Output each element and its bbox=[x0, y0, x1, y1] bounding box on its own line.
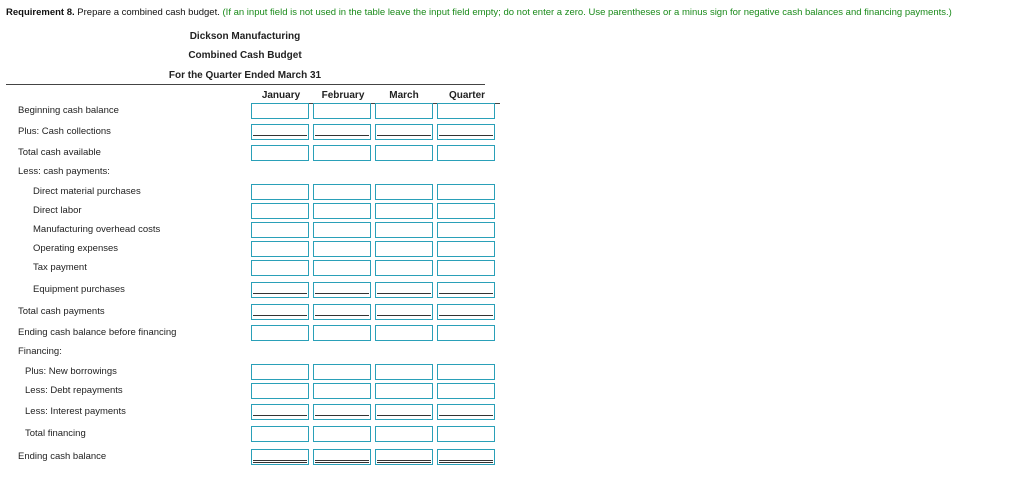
ending-cash-balance-before-financing-quarter-input[interactable] bbox=[437, 325, 495, 341]
column-header-january: January bbox=[261, 90, 301, 101]
total-rule bbox=[253, 415, 307, 416]
row-label-tax-payment: Tax payment bbox=[33, 262, 87, 273]
direct-material-purchases-january-input[interactable] bbox=[251, 184, 309, 200]
total-rule bbox=[253, 293, 307, 294]
less-interest-payments-march-input[interactable] bbox=[375, 404, 433, 420]
total-rule bbox=[439, 293, 493, 294]
ending-cash-balance-before-financing-march-input[interactable] bbox=[375, 325, 433, 341]
row-label-less-cash-payments: Less: cash payments: bbox=[18, 166, 110, 177]
total-financing-january-input[interactable] bbox=[251, 426, 309, 442]
total-cash-available-february-input[interactable] bbox=[313, 145, 371, 161]
total-cash-available-january-input[interactable] bbox=[251, 145, 309, 161]
row-label-plus-cash-collections: Plus: Cash collections bbox=[18, 126, 111, 137]
total-cash-payments-february-input[interactable] bbox=[313, 304, 371, 320]
header-rule bbox=[6, 84, 485, 85]
less-debt-repayments-january-input[interactable] bbox=[251, 383, 309, 399]
total-rule bbox=[315, 462, 369, 463]
total-rule bbox=[439, 462, 493, 463]
total-rule bbox=[377, 462, 431, 463]
total-rule bbox=[253, 462, 307, 463]
company-name: Dickson Manufacturing bbox=[189, 31, 301, 42]
operating-expenses-february-input[interactable] bbox=[313, 241, 371, 257]
beginning-cash-balance-march-input[interactable] bbox=[375, 103, 433, 119]
row-label-total-cash-payments: Total cash payments bbox=[18, 306, 105, 317]
report-title: Combined Cash Budget bbox=[188, 50, 302, 61]
total-rule bbox=[377, 460, 431, 461]
total-financing-february-input[interactable] bbox=[313, 426, 371, 442]
plus-new-borrowings-february-input[interactable] bbox=[313, 364, 371, 380]
column-header-february: February bbox=[321, 90, 365, 101]
direct-labor-january-input[interactable] bbox=[251, 203, 309, 219]
requirement-label: Requirement 8. bbox=[6, 7, 75, 18]
total-rule bbox=[377, 135, 431, 136]
ending-cash-balance-before-financing-february-input[interactable] bbox=[313, 325, 371, 341]
plus-new-borrowings-quarter-input[interactable] bbox=[437, 364, 495, 380]
row-label-beginning-cash-balance: Beginning cash balance bbox=[18, 105, 119, 116]
total-rule bbox=[439, 415, 493, 416]
total-financing-quarter-input[interactable] bbox=[437, 426, 495, 442]
plus-cash-collections-february-input[interactable] bbox=[313, 124, 371, 140]
less-debt-repayments-quarter-input[interactable] bbox=[437, 383, 495, 399]
operating-expenses-quarter-input[interactable] bbox=[437, 241, 495, 257]
tax-payment-january-input[interactable] bbox=[251, 260, 309, 276]
equipment-purchases-january-input[interactable] bbox=[251, 282, 309, 298]
beginning-cash-balance-quarter-input[interactable] bbox=[437, 103, 495, 119]
operating-expenses-march-input[interactable] bbox=[375, 241, 433, 257]
less-debt-repayments-march-input[interactable] bbox=[375, 383, 433, 399]
row-label-plus-new-borrowings: Plus: New borrowings bbox=[25, 366, 117, 377]
equipment-purchases-march-input[interactable] bbox=[375, 282, 433, 298]
total-rule bbox=[315, 415, 369, 416]
row-label-equipment-purchases: Equipment purchases bbox=[33, 284, 125, 295]
tax-payment-quarter-input[interactable] bbox=[437, 260, 495, 276]
row-label-direct-material-purchases: Direct material purchases bbox=[33, 186, 141, 197]
tax-payment-march-input[interactable] bbox=[375, 260, 433, 276]
manufacturing-overhead-costs-march-input[interactable] bbox=[375, 222, 433, 238]
requirement-note: (If an input field is not used in the table leave the input field empty; do not enter a zero. Use parentheses or a minus sign for negative cash balances and financing payments.) bbox=[222, 7, 952, 18]
row-label-direct-labor: Direct labor bbox=[33, 205, 82, 216]
total-rule bbox=[439, 460, 493, 461]
operating-expenses-january-input[interactable] bbox=[251, 241, 309, 257]
ending-cash-balance-before-financing-january-input[interactable] bbox=[251, 325, 309, 341]
less-interest-payments-february-input[interactable] bbox=[313, 404, 371, 420]
total-rule bbox=[315, 315, 369, 316]
total-financing-march-input[interactable] bbox=[375, 426, 433, 442]
direct-material-purchases-quarter-input[interactable] bbox=[437, 184, 495, 200]
total-rule bbox=[253, 315, 307, 316]
plus-new-borrowings-march-input[interactable] bbox=[375, 364, 433, 380]
row-label-operating-expenses: Operating expenses bbox=[33, 243, 119, 254]
direct-labor-march-input[interactable] bbox=[375, 203, 433, 219]
total-rule bbox=[439, 135, 493, 136]
row-label-manufacturing-overhead-costs: Manufacturing overhead costs bbox=[33, 224, 161, 235]
requirement-instruction bbox=[6, 7, 952, 18]
equipment-purchases-quarter-input[interactable] bbox=[437, 282, 495, 298]
direct-labor-february-input[interactable] bbox=[313, 203, 371, 219]
row-label-less-interest-payments: Less: Interest payments bbox=[25, 406, 126, 417]
direct-material-purchases-march-input[interactable] bbox=[375, 184, 433, 200]
plus-cash-collections-january-input[interactable] bbox=[251, 124, 309, 140]
plus-cash-collections-quarter-input[interactable] bbox=[437, 124, 495, 140]
requirement-text: Prepare a combined cash budget. bbox=[74, 7, 223, 18]
direct-labor-quarter-input[interactable] bbox=[437, 203, 495, 219]
report-period: For the Quarter Ended March 31 bbox=[168, 70, 322, 81]
row-label-ending-cash-balance-before-financing: Ending cash balance before financing bbox=[18, 327, 177, 338]
total-cash-payments-quarter-input[interactable] bbox=[437, 304, 495, 320]
total-rule bbox=[377, 293, 431, 294]
total-rule bbox=[253, 460, 307, 461]
less-interest-payments-january-input[interactable] bbox=[251, 404, 309, 420]
row-label-ending-cash-balance: Ending cash balance bbox=[18, 451, 107, 462]
total-rule bbox=[315, 460, 369, 461]
tax-payment-february-input[interactable] bbox=[313, 260, 371, 276]
beginning-cash-balance-january-input[interactable] bbox=[251, 103, 309, 119]
total-cash-available-march-input[interactable] bbox=[375, 145, 433, 161]
row-label-financing: Financing: bbox=[18, 346, 62, 357]
total-rule bbox=[377, 415, 431, 416]
total-rule bbox=[377, 315, 431, 316]
direct-material-purchases-february-input[interactable] bbox=[313, 184, 371, 200]
row-label-total-cash-available: Total cash available bbox=[18, 147, 101, 158]
less-interest-payments-quarter-input[interactable] bbox=[437, 404, 495, 420]
total-cash-payments-january-input[interactable] bbox=[251, 304, 309, 320]
equipment-purchases-february-input[interactable] bbox=[313, 282, 371, 298]
less-debt-repayments-february-input[interactable] bbox=[313, 383, 371, 399]
total-rule bbox=[439, 315, 493, 316]
plus-cash-collections-march-input[interactable] bbox=[375, 124, 433, 140]
row-label-total-financing: Total financing bbox=[25, 428, 86, 439]
row-label-less-debt-repayments: Less: Debt repayments bbox=[25, 385, 123, 396]
beginning-cash-balance-february-input[interactable] bbox=[313, 103, 371, 119]
manufacturing-overhead-costs-february-input[interactable] bbox=[313, 222, 371, 238]
plus-new-borrowings-january-input[interactable] bbox=[251, 364, 309, 380]
total-rule bbox=[315, 293, 369, 294]
column-header-quarter: Quarter bbox=[448, 90, 486, 101]
total-cash-available-quarter-input[interactable] bbox=[437, 145, 495, 161]
total-rule bbox=[315, 135, 369, 136]
total-cash-payments-march-input[interactable] bbox=[375, 304, 433, 320]
manufacturing-overhead-costs-quarter-input[interactable] bbox=[437, 222, 495, 238]
column-header-march: March bbox=[389, 90, 419, 101]
manufacturing-overhead-costs-january-input[interactable] bbox=[251, 222, 309, 238]
total-rule bbox=[253, 135, 307, 136]
